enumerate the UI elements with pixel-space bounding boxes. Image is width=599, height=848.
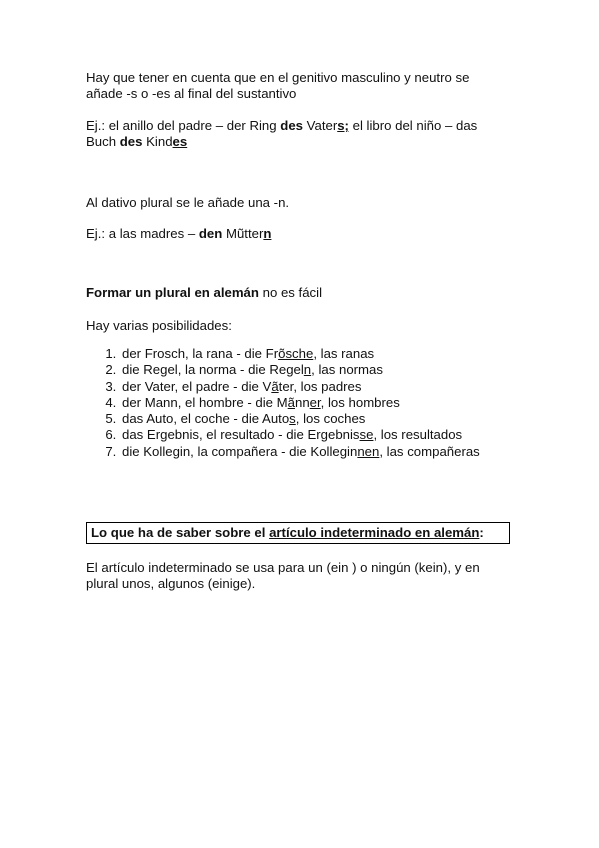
indefinite-note-line-1: El artículo indeterminado se usa para un (ein ) o ningún (kein), y en [86,560,480,575]
genitive-note [86,70,526,102]
genitive-suffix: s; [337,118,349,133]
dative-note: Al dativo plural se le añade una -n. [86,195,290,210]
word-kind: Kind [142,134,173,149]
list-item: 4. der Mann, el hombre - die Mãnner, los hombres [120,395,560,411]
list-item: 5. das Auto, el coche - die Autos, los coches [120,411,560,427]
section-heading-underlined: artículo indeterminado en alemán [269,525,480,540]
plural-heading-bold: Formar un plural en alemán [86,285,259,300]
indefinite-note [86,560,526,592]
plural-heading [86,285,526,301]
list-item-text: die Kollegin, la compañera - die Kollegin [122,443,358,459]
genitive-example [86,118,526,150]
plural-list [86,346,560,460]
article-den: den [198,226,223,241]
genitive-note-line-2: añade -s o -es al final del sustantivo [86,86,297,101]
section-heading-suffix: : [479,525,484,540]
article-des: des [119,134,143,149]
genitive-note-line-1: Hay que tener en cuenta que en el genitivo masculino y neutro se [86,70,470,85]
section-heading-box [86,522,510,544]
genitive-suffix: es [172,134,188,149]
list-item: 7. die Kollegin, la compañera - die Kolleginnen, las compañeras [120,444,560,460]
dative-suffix: n [263,226,272,241]
indefinite-note-line-2: plural unos, algunos (einige). [86,576,256,591]
section-heading-prefix: Lo que ha de saber sobre el [91,525,270,540]
list-item: 3. der Vater, el padre - die Vãter, los padres [120,379,560,395]
article-des: des [280,118,303,133]
list-item: 2. die Regel, la norma - die Regeln, las normas [120,362,560,378]
list-item: 1. der Frosch, la rana - die Frõsche, las ranas [120,346,560,362]
genitive-example-mid: el libro del niño – das [348,118,478,133]
plural-heading-rest: no es fácil [258,285,322,300]
word-vater: Vater [303,118,338,133]
word-buch: Buch [86,134,120,149]
possibilities-intro: Hay varias posibilidades: [86,318,232,333]
dative-example [86,226,526,242]
word-muetter: Mũtter [222,226,264,241]
genitive-example-prefix: Ej.: el anillo del padre – der Ring [86,118,281,133]
dative-example-prefix: Ej.: a las madres – [86,226,199,241]
list-item: 6. das Ergebnis, el resultado - die Ergebnisse, los resultados [120,427,560,443]
